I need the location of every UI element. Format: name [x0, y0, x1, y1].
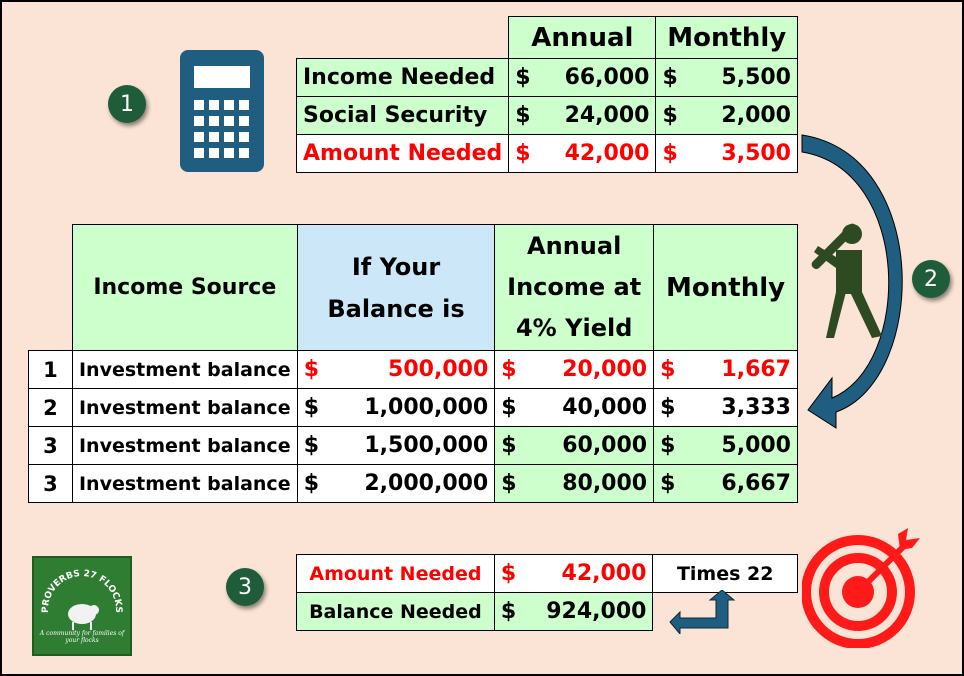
step-1-badge: 1 — [108, 85, 146, 123]
header-annual: Annual — [509, 17, 656, 59]
logo-tagline: A community for families of your flocks — [39, 630, 125, 644]
monthly-value: 6,667 — [721, 471, 791, 496]
income-value: 40,000 — [562, 395, 648, 420]
currency-symbol: $ — [303, 395, 320, 420]
target-icon — [802, 526, 924, 648]
income-summary-table — [296, 16, 798, 173]
row-number: 2 — [29, 389, 73, 427]
currency-symbol: $ — [501, 471, 517, 496]
currency-symbol: $ — [660, 357, 676, 382]
currency-symbol: $ — [303, 357, 320, 382]
table-row — [297, 97, 798, 135]
header-balance — [297, 225, 494, 351]
bent-arrow-icon — [666, 590, 738, 634]
row-label: Investment balance — [72, 427, 297, 465]
currency-symbol: $ — [662, 103, 678, 128]
income-value: 20,000 — [562, 357, 648, 382]
step-3-badge: 3 — [226, 568, 264, 606]
table-row — [29, 351, 798, 389]
monthly-value: 3,333 — [721, 395, 791, 420]
amount-needed-label: Amount Needed — [297, 555, 495, 593]
table-row — [29, 389, 798, 427]
row-number: 3 — [29, 427, 73, 465]
currency-symbol: $ — [500, 561, 517, 586]
currency-symbol: $ — [501, 433, 517, 458]
header-income-line: 4% Yield — [515, 314, 633, 342]
header-balance-line: If Your — [351, 252, 441, 281]
table-row — [29, 427, 798, 465]
currency-symbol: $ — [501, 395, 517, 420]
header-income-line: Income at — [507, 273, 642, 301]
currency-symbol: $ — [660, 395, 676, 420]
balance-needed-value: 924,000 — [546, 599, 647, 624]
row-label: Investment balance — [72, 351, 297, 389]
currency-symbol: $ — [662, 65, 678, 90]
empty-corner — [297, 17, 509, 59]
monthly-value: 1,667 — [721, 357, 791, 382]
annual-value: 66,000 — [564, 65, 650, 90]
table-row — [29, 465, 798, 503]
table-row — [297, 135, 798, 173]
row-label: Social Security — [297, 97, 509, 135]
currency-symbol: $ — [500, 599, 517, 624]
currency-symbol: $ — [515, 65, 531, 90]
monthly-value: 5,500 — [721, 65, 791, 90]
row-label: Investment balance — [72, 465, 297, 503]
balance-value: 2,000,000 — [364, 471, 489, 496]
table-row — [297, 59, 798, 97]
row-label: Amount Needed — [297, 135, 509, 173]
balance-value: 1,500,000 — [364, 433, 489, 458]
header-annual-income — [495, 225, 654, 351]
monthly-value: 3,500 — [721, 141, 791, 166]
currency-symbol: $ — [662, 141, 678, 166]
step-2-badge: 2 — [912, 260, 950, 298]
income-value: 80,000 — [562, 471, 648, 496]
logo-title: PROVERBS 27 FLOCKS — [40, 568, 124, 613]
currency-symbol: $ — [303, 433, 320, 458]
investment-balance-table — [28, 224, 798, 503]
calculator-icon — [180, 50, 264, 172]
balance-needed-label: Balance Needed — [297, 593, 495, 631]
annual-value: 24,000 — [564, 103, 650, 128]
proverbs-27-flocks-logo — [32, 556, 132, 656]
annual-value: 42,000 — [564, 141, 650, 166]
row-number: 3 — [29, 465, 73, 503]
header-income-source: Income Source — [72, 225, 297, 351]
header-income-line: Annual — [527, 232, 622, 260]
monthly-value: 2,000 — [721, 103, 791, 128]
row-label: Income Needed — [297, 59, 509, 97]
currency-symbol: $ — [515, 103, 531, 128]
income-value: 60,000 — [562, 433, 648, 458]
row-number: 1 — [29, 351, 73, 389]
currency-symbol: $ — [303, 471, 320, 496]
currency-symbol: $ — [515, 141, 531, 166]
multiplier-label: Times 22 — [653, 555, 798, 593]
currency-symbol: $ — [501, 357, 517, 382]
monthly-value: 5,000 — [721, 433, 791, 458]
currency-symbol: $ — [660, 471, 676, 496]
baseball-batter-icon — [800, 202, 892, 342]
currency-symbol: $ — [660, 433, 676, 458]
header-monthly: Monthly — [656, 17, 798, 59]
header-balance-line: Balance is — [327, 294, 465, 323]
balance-value: 500,000 — [388, 357, 489, 382]
amount-needed-value: 42,000 — [561, 561, 647, 586]
header-monthly: Monthly — [654, 225, 798, 351]
empty-corner — [29, 225, 73, 351]
row-label: Investment balance — [72, 389, 297, 427]
balance-value: 1,000,000 — [364, 395, 489, 420]
